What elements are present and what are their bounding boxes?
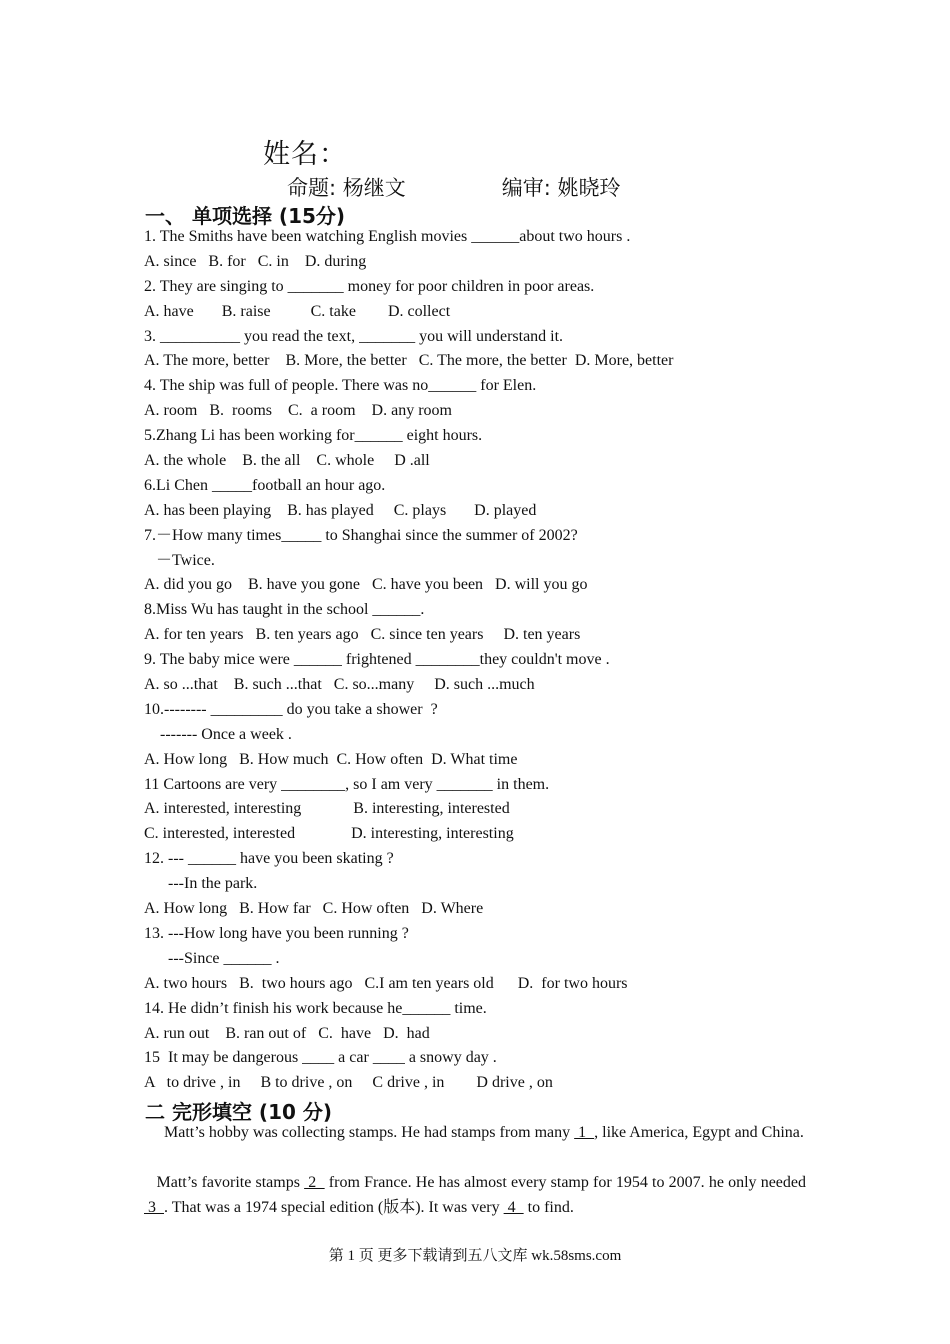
question-line: 11 Cartoons are very ________, so I am very _______ in them. — [144, 775, 550, 793]
question-line: 6.Li Chen _____football an hour ago. — [144, 476, 386, 494]
question-line: ------- Once a week . — [144, 725, 292, 743]
cloze-text: Matt’s hobby was collecting stamps. He had stamps from many — [144, 1124, 575, 1141]
cloze-text: Matt’s favorite stamps — [144, 1174, 305, 1191]
question-line: 8.Miss Wu has taught in the school ______. — [144, 601, 425, 619]
question-line: 12. --- ______ have you been skating ? — [144, 850, 394, 868]
section-1-heading: 一、 单项选择 (15分) — [145, 204, 346, 228]
options-line: A. The more, better B. More, the better C. The more, the better D. More, better — [144, 352, 674, 370]
options-line: A. interested, interesting B. interesting, interested — [144, 800, 510, 818]
options-line: A. so ...that B. such ...that C. so...many D. such ...much — [144, 676, 535, 694]
question-line: 3. __________ you read the text, _______ you will understand it. — [144, 327, 564, 345]
cloze-text: from France. He has almost every stamp for 1954 to 2007. he only needed — [324, 1174, 807, 1191]
cloze-text: to find. — [523, 1199, 574, 1216]
cloze-paragraph-1 — [144, 1120, 806, 1145]
options-line: A. has been playing B. has played C. plays D. played — [144, 501, 537, 519]
cloze-text: , like America, Egypt and China. — [594, 1124, 804, 1141]
question-line: 10.-------- _________ do you take a shower ? — [144, 700, 438, 718]
reviewer-label: 编审: 姚晓玲 — [501, 176, 621, 200]
page-footer: 第 1 页 更多下载请到五八文库 wk.58sms.com — [328, 1248, 622, 1264]
author-line — [287, 172, 621, 202]
section-2-heading: 二 完形填空 (10 分) — [145, 1100, 333, 1124]
options-line: C. interested, interested D. interesting, interesting — [144, 825, 514, 843]
options-line: A. did you go B. have you gone C. have you been D. will you go — [144, 576, 588, 594]
setter-label: 命题: 杨继文 — [287, 176, 406, 200]
options-line: A. the whole B. the all C. whole D .all — [144, 452, 430, 470]
cloze-blank-1: 1 — [574, 1124, 595, 1141]
question-line: 15 It may be dangerous ____ a car ____ a snowy day . — [144, 1049, 497, 1067]
question-line: 4. The ship was full of people. There was no______ for Elen. — [144, 377, 537, 395]
options-line: A to drive , in B to drive , on C drive , in D drive , on — [144, 1074, 553, 1092]
cloze-text: . That was a 1974 special edition (版本). It was very — [164, 1199, 504, 1216]
options-line: A. run out B. ran out of C. have D. had — [144, 1024, 430, 1042]
question-line: 9. The baby mice were ______ frightened ________they couldn't move . — [144, 651, 610, 669]
question-line: 1. The Smiths have been watching English movies ______about two hours . — [144, 228, 631, 245]
name-label: 姓名： — [263, 139, 347, 170]
question-line: 5.Zhang Li has been working for______ eight hours. — [144, 427, 483, 445]
options-line: A. two hours B. two hours ago C.I am ten years old D. for two hours — [144, 974, 628, 992]
question-line: 7.－How many times_____ to Shanghai since the summer of 2002? — [144, 526, 578, 544]
options-line: A. since B. for C. in D. during — [144, 252, 367, 270]
options-line: A. How long B. How much C. How often D. What time — [144, 750, 518, 768]
options-line: A. for ten years B. ten years ago C. since ten years D. ten years — [144, 626, 581, 644]
question-line: －Twice. — [144, 551, 215, 569]
question-line: ---Since ______ . — [144, 949, 280, 967]
options-line: A. have B. raise C. take D. collect — [144, 302, 451, 320]
question-line: 14. He didn’t finish his work because he______ time. — [144, 999, 487, 1017]
multiple-choice-questions — [144, 225, 824, 1096]
question-line: 13. ---How long have you been running ? — [144, 924, 409, 942]
options-line: A. room B. rooms C. a room D. any room — [144, 402, 452, 420]
cloze-blank-4: 4 — [503, 1199, 524, 1216]
cloze-blank-3: 3 — [144, 1199, 164, 1216]
question-line: 2. They are singing to _______ money for poor children in poor areas. — [144, 277, 595, 295]
options-line: A. How long B. How far C. How often D. Where — [144, 900, 484, 918]
question-line: ---In the park. — [144, 875, 258, 893]
cloze-paragraph-2 — [144, 1170, 806, 1220]
cloze-blank-2: 2 — [304, 1174, 325, 1191]
